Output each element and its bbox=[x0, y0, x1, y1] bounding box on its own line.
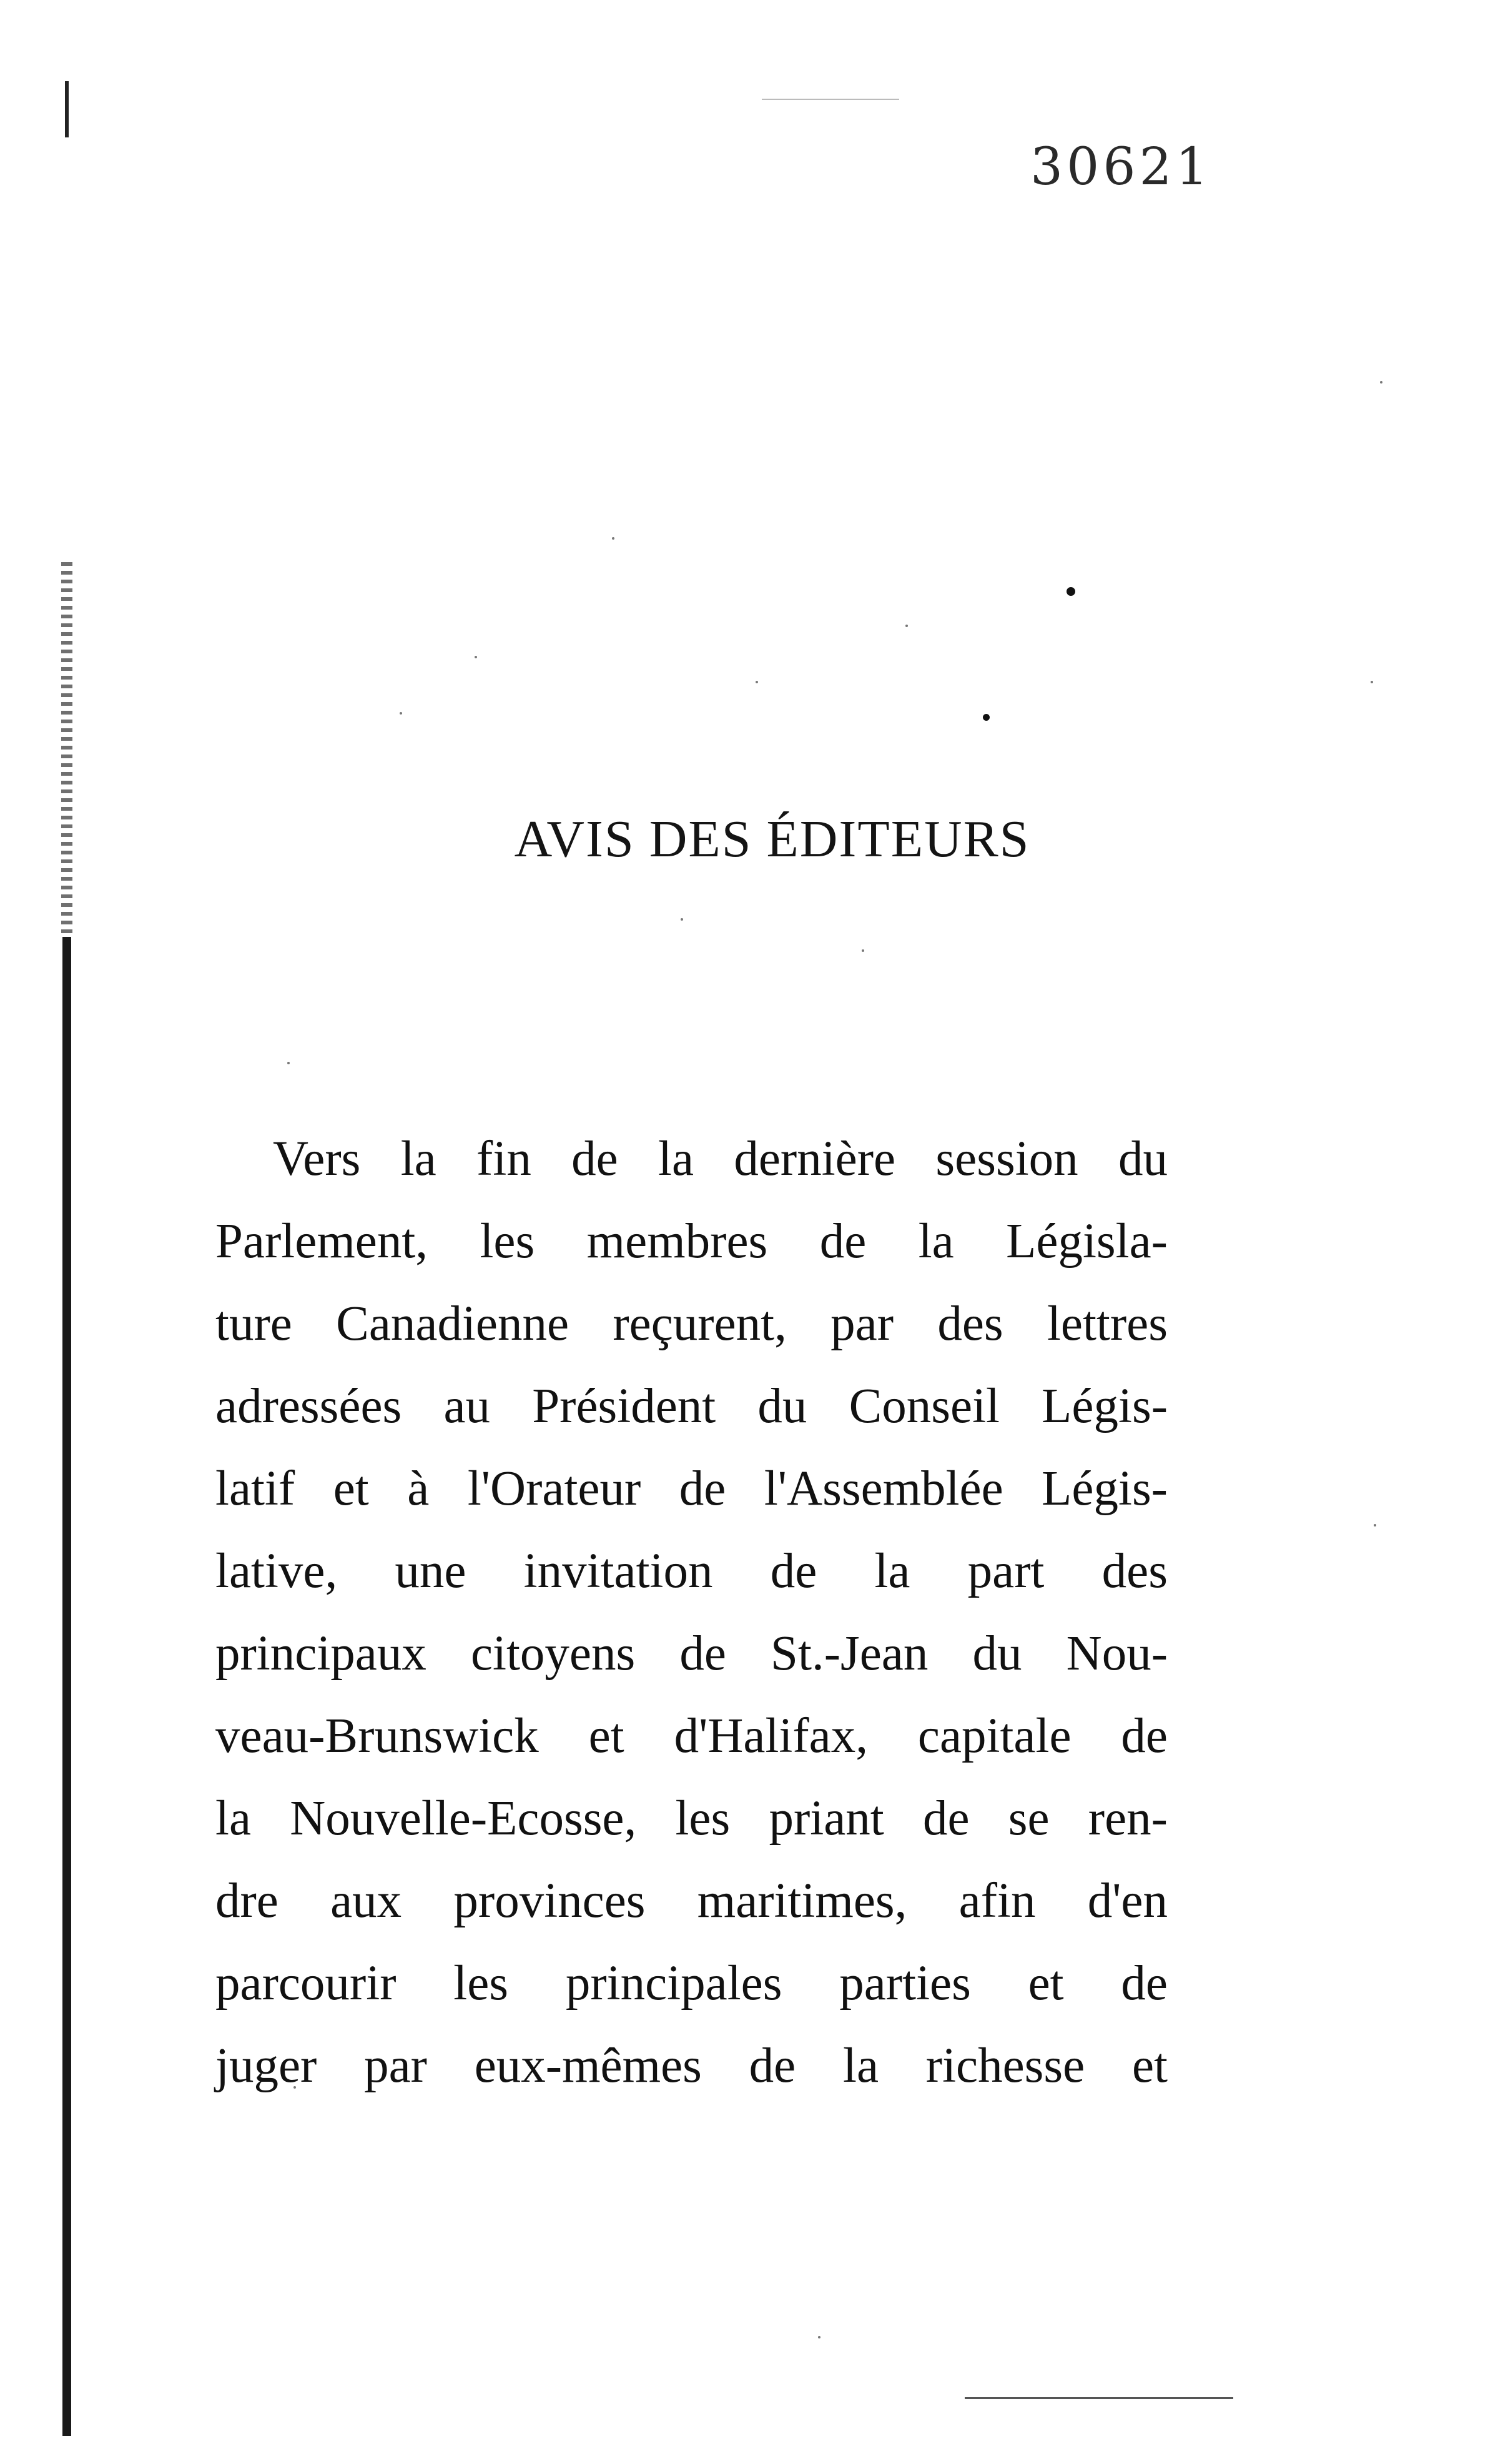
body-text bbox=[215, 1118, 1168, 2107]
text-line: Vers la fin de la dernière session du bbox=[273, 1132, 1168, 1186]
speck bbox=[818, 2336, 820, 2338]
ink-dot bbox=[1067, 587, 1075, 596]
speck bbox=[905, 625, 908, 627]
speck bbox=[1374, 1524, 1376, 1526]
speck bbox=[862, 949, 864, 952]
speck bbox=[612, 537, 614, 540]
text-line: adressées au Président du Conseil Légis- bbox=[215, 1379, 1168, 1433]
text-line: principaux citoyens de St.-Jean du Nou- bbox=[215, 1626, 1168, 1681]
text-line: Parlement, les membres de la Législa- bbox=[215, 1214, 1168, 1269]
speck bbox=[400, 712, 402, 715]
text-line: latif et à l'Orateur de l'Assemblée Légis- bbox=[215, 1462, 1168, 1516]
text-line: juger par eux-mêmes de la richesse et bbox=[215, 2039, 1168, 2093]
ink-dot bbox=[983, 714, 990, 721]
speck bbox=[756, 681, 758, 683]
page-title bbox=[0, 809, 1488, 869]
text-line: la Nouvelle-Ecosse, les priant de se ren- bbox=[215, 1791, 1168, 1846]
speck bbox=[475, 656, 477, 658]
bottom-rule bbox=[965, 2397, 1233, 2399]
speck bbox=[1380, 381, 1382, 383]
speck bbox=[287, 1062, 290, 1064]
title-text: AVIS DES ÉDITEURS bbox=[514, 810, 1030, 868]
text-line: lative, une invitation de la part des bbox=[215, 1544, 1168, 1598]
text-line: ture Canadienne reçurent, par des lettres bbox=[215, 1297, 1168, 1351]
binding-shadow bbox=[61, 562, 72, 937]
speck bbox=[1371, 681, 1373, 683]
text-line: parcourir les principales parties et de bbox=[215, 1956, 1168, 2011]
text-line: veau-Brunswick et d'Halifax, capitale de bbox=[215, 1709, 1168, 1763]
top-rule bbox=[762, 99, 899, 100]
binding-edge bbox=[62, 937, 71, 2436]
library-stamp-number: 30621 bbox=[1030, 137, 1212, 197]
binding-edge-mark bbox=[65, 81, 69, 137]
text-line: dre aux provinces maritimes, afin d'en bbox=[215, 1874, 1168, 1928]
speck bbox=[681, 918, 683, 921]
